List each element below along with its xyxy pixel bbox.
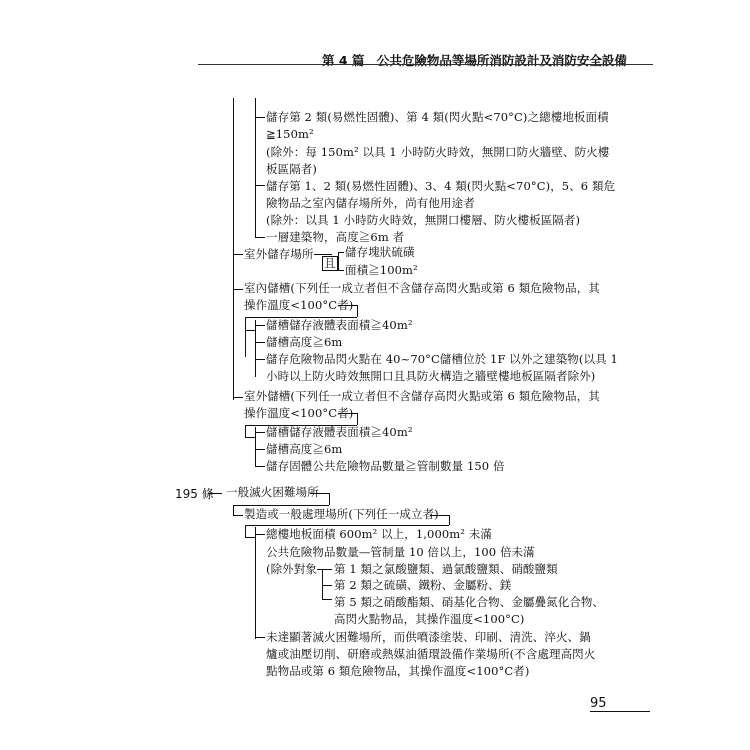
condition-text: 儲存危險物品閃火點在 40~70°C儲槽位於 1F 以外之建築物(以具 1 — [266, 352, 618, 366]
tree-branch — [208, 493, 222, 494]
tree-branch — [233, 289, 243, 290]
tree-branch — [255, 449, 265, 450]
condition-text: 面積≧100m² — [345, 263, 418, 277]
exception-text: (除外：每 150m² 以具 1 小時防火時效，無開口防火牆壁、防火樓 — [266, 145, 610, 159]
condition-text: 儲槽高度≧6m — [266, 442, 343, 456]
criterion-text: 險物品之室內儲存場所外，尚有他用途者 — [266, 196, 475, 210]
tree-branch — [338, 252, 344, 253]
tree-branch — [255, 534, 265, 535]
tree-line — [357, 305, 358, 317]
tree-branch — [338, 305, 358, 306]
tree-branch — [255, 237, 265, 238]
condition-text: 爐或油壓切削、研磨或熱媒油循環設備作業場所(不含處理高閃火 — [266, 647, 596, 661]
exclusion-item: 第 5 類之硝酸酯類、硝基化合物、金屬疊氮化合物、 — [334, 595, 605, 609]
condition-text: 點物品或第 6 類危險物品，其操作溫度<100°C者) — [266, 664, 530, 678]
tree-line — [255, 98, 256, 238]
condition-text: 總樓地板面積 600m² 以上，1,000m² 未滿 — [266, 527, 492, 541]
exclusion-item: 第 1 類之氯酸鹽類、過氯酸鹽類、硝酸鹽類 — [334, 562, 558, 576]
and-box: 且 — [324, 256, 336, 270]
tree-branch — [255, 117, 265, 118]
page-number: 95 — [590, 696, 607, 711]
tree-branch — [322, 569, 332, 570]
subcategory-text: 製造或一般處理場所(下列任一成立者) — [244, 507, 439, 521]
tree-line — [245, 317, 246, 357]
footer-rule — [590, 711, 650, 712]
tree-branch — [233, 515, 243, 516]
exclusion-item: 高閃火點物品，其操作溫度<100°C) — [334, 612, 525, 626]
tree-line — [255, 427, 256, 467]
header-rule — [198, 64, 653, 65]
tree-branch — [245, 537, 255, 538]
tree-branch — [338, 270, 344, 271]
tree-branch — [245, 330, 255, 331]
tree-branch — [233, 397, 243, 398]
tree-branch — [255, 359, 265, 360]
exclusion-item: 第 2 類之硫磺、鐵粉、金屬粉、鎂 — [334, 578, 512, 592]
tree-branch — [255, 432, 265, 433]
tree-line — [357, 413, 358, 425]
tree-line — [329, 493, 330, 505]
condition-text: 小時以上防火時效無開口且具防火構造之牆壁樓地板區隔者除外) — [266, 369, 596, 383]
tree-branch — [255, 637, 265, 638]
outdoor-storage-label: 室外儲存場所 — [244, 247, 314, 261]
indoor-tank-text: 操作溫度<100°C者) — [244, 298, 354, 312]
criterion-text: 儲存第 1、2 類(易燃性固體)、3、4 類(閃火點<70°C)，5、6 類危 — [266, 179, 616, 193]
condition-text: 儲存固體公共危險物品數量≧管制數量 150 倍 — [266, 459, 505, 473]
tree-line — [245, 425, 246, 437]
tree-line — [233, 98, 234, 240]
condition-text: 儲槽高度≧6m — [266, 335, 343, 349]
tree-branch — [310, 493, 330, 494]
article-number: 195 條 — [175, 487, 214, 501]
exclude-label: (除外對象 — [266, 562, 317, 576]
tree-line — [233, 240, 234, 400]
tree-branch — [430, 515, 450, 516]
tree-branch — [255, 185, 265, 186]
tree-line — [255, 320, 256, 377]
tree-branch — [233, 505, 329, 506]
criterion-text: 一層建築物，高度≧6m 者 — [266, 230, 405, 244]
tree-branch — [338, 413, 358, 414]
tree-line — [245, 525, 246, 537]
tree-branch — [322, 585, 332, 586]
outdoor-tank-text: 操作溫度<100°C者) — [244, 406, 354, 420]
tree-line — [233, 505, 234, 515]
criterion-text: 儲存第 2 類(易燃性固體)、第 4 類(閃火點<70°C)之總樓地板面積 — [266, 110, 609, 124]
article-title: 一般滅火困難場所 — [226, 485, 319, 499]
running-header: 第 4 篇 公共危險物品等場所消防設計及消防安全設備 — [322, 53, 627, 68]
tree-branch — [245, 437, 255, 438]
tree-line — [449, 515, 450, 525]
exception-text: (除外：以具 1 小時防火時效，無開口樓層、防火樓板區隔者) — [266, 213, 581, 227]
tree-branch — [322, 599, 332, 600]
tree-branch — [314, 254, 332, 255]
condition-text: 儲槽儲存液體表面積≧40m² — [266, 425, 413, 439]
outdoor-tank-text: 室外儲槽(下列任一成立者但不含儲存高閃火點或第 6 類危險物品，其 — [244, 389, 600, 403]
condition-text: 公共危險物品數量—管制量 10 倍以上，100 倍未滿 — [266, 545, 535, 559]
tree-line — [322, 569, 323, 599]
condition-text: 儲槽儲存液體表面積≧40m² — [266, 318, 413, 332]
tree-line — [338, 252, 339, 270]
criterion-text: ≧150m² — [266, 127, 314, 141]
tree-branch — [233, 254, 243, 255]
tree-branch — [255, 325, 265, 326]
tree-branch — [245, 525, 449, 526]
indoor-tank-text: 室內儲槽(下列任一成立者但不含儲存高閃火點或第 6 類危險物品，其 — [244, 281, 600, 295]
condition-text: 儲存塊狀硫磺 — [345, 245, 415, 259]
exception-text: 板區隔者) — [266, 162, 317, 176]
tree-branch — [255, 342, 265, 343]
condition-text: 未達顯著滅火困難場所，而供噴漆塗裝、印刷、清洗、淬火、鍋 — [266, 630, 591, 644]
tree-branch — [255, 466, 265, 467]
tree-line — [255, 527, 256, 639]
